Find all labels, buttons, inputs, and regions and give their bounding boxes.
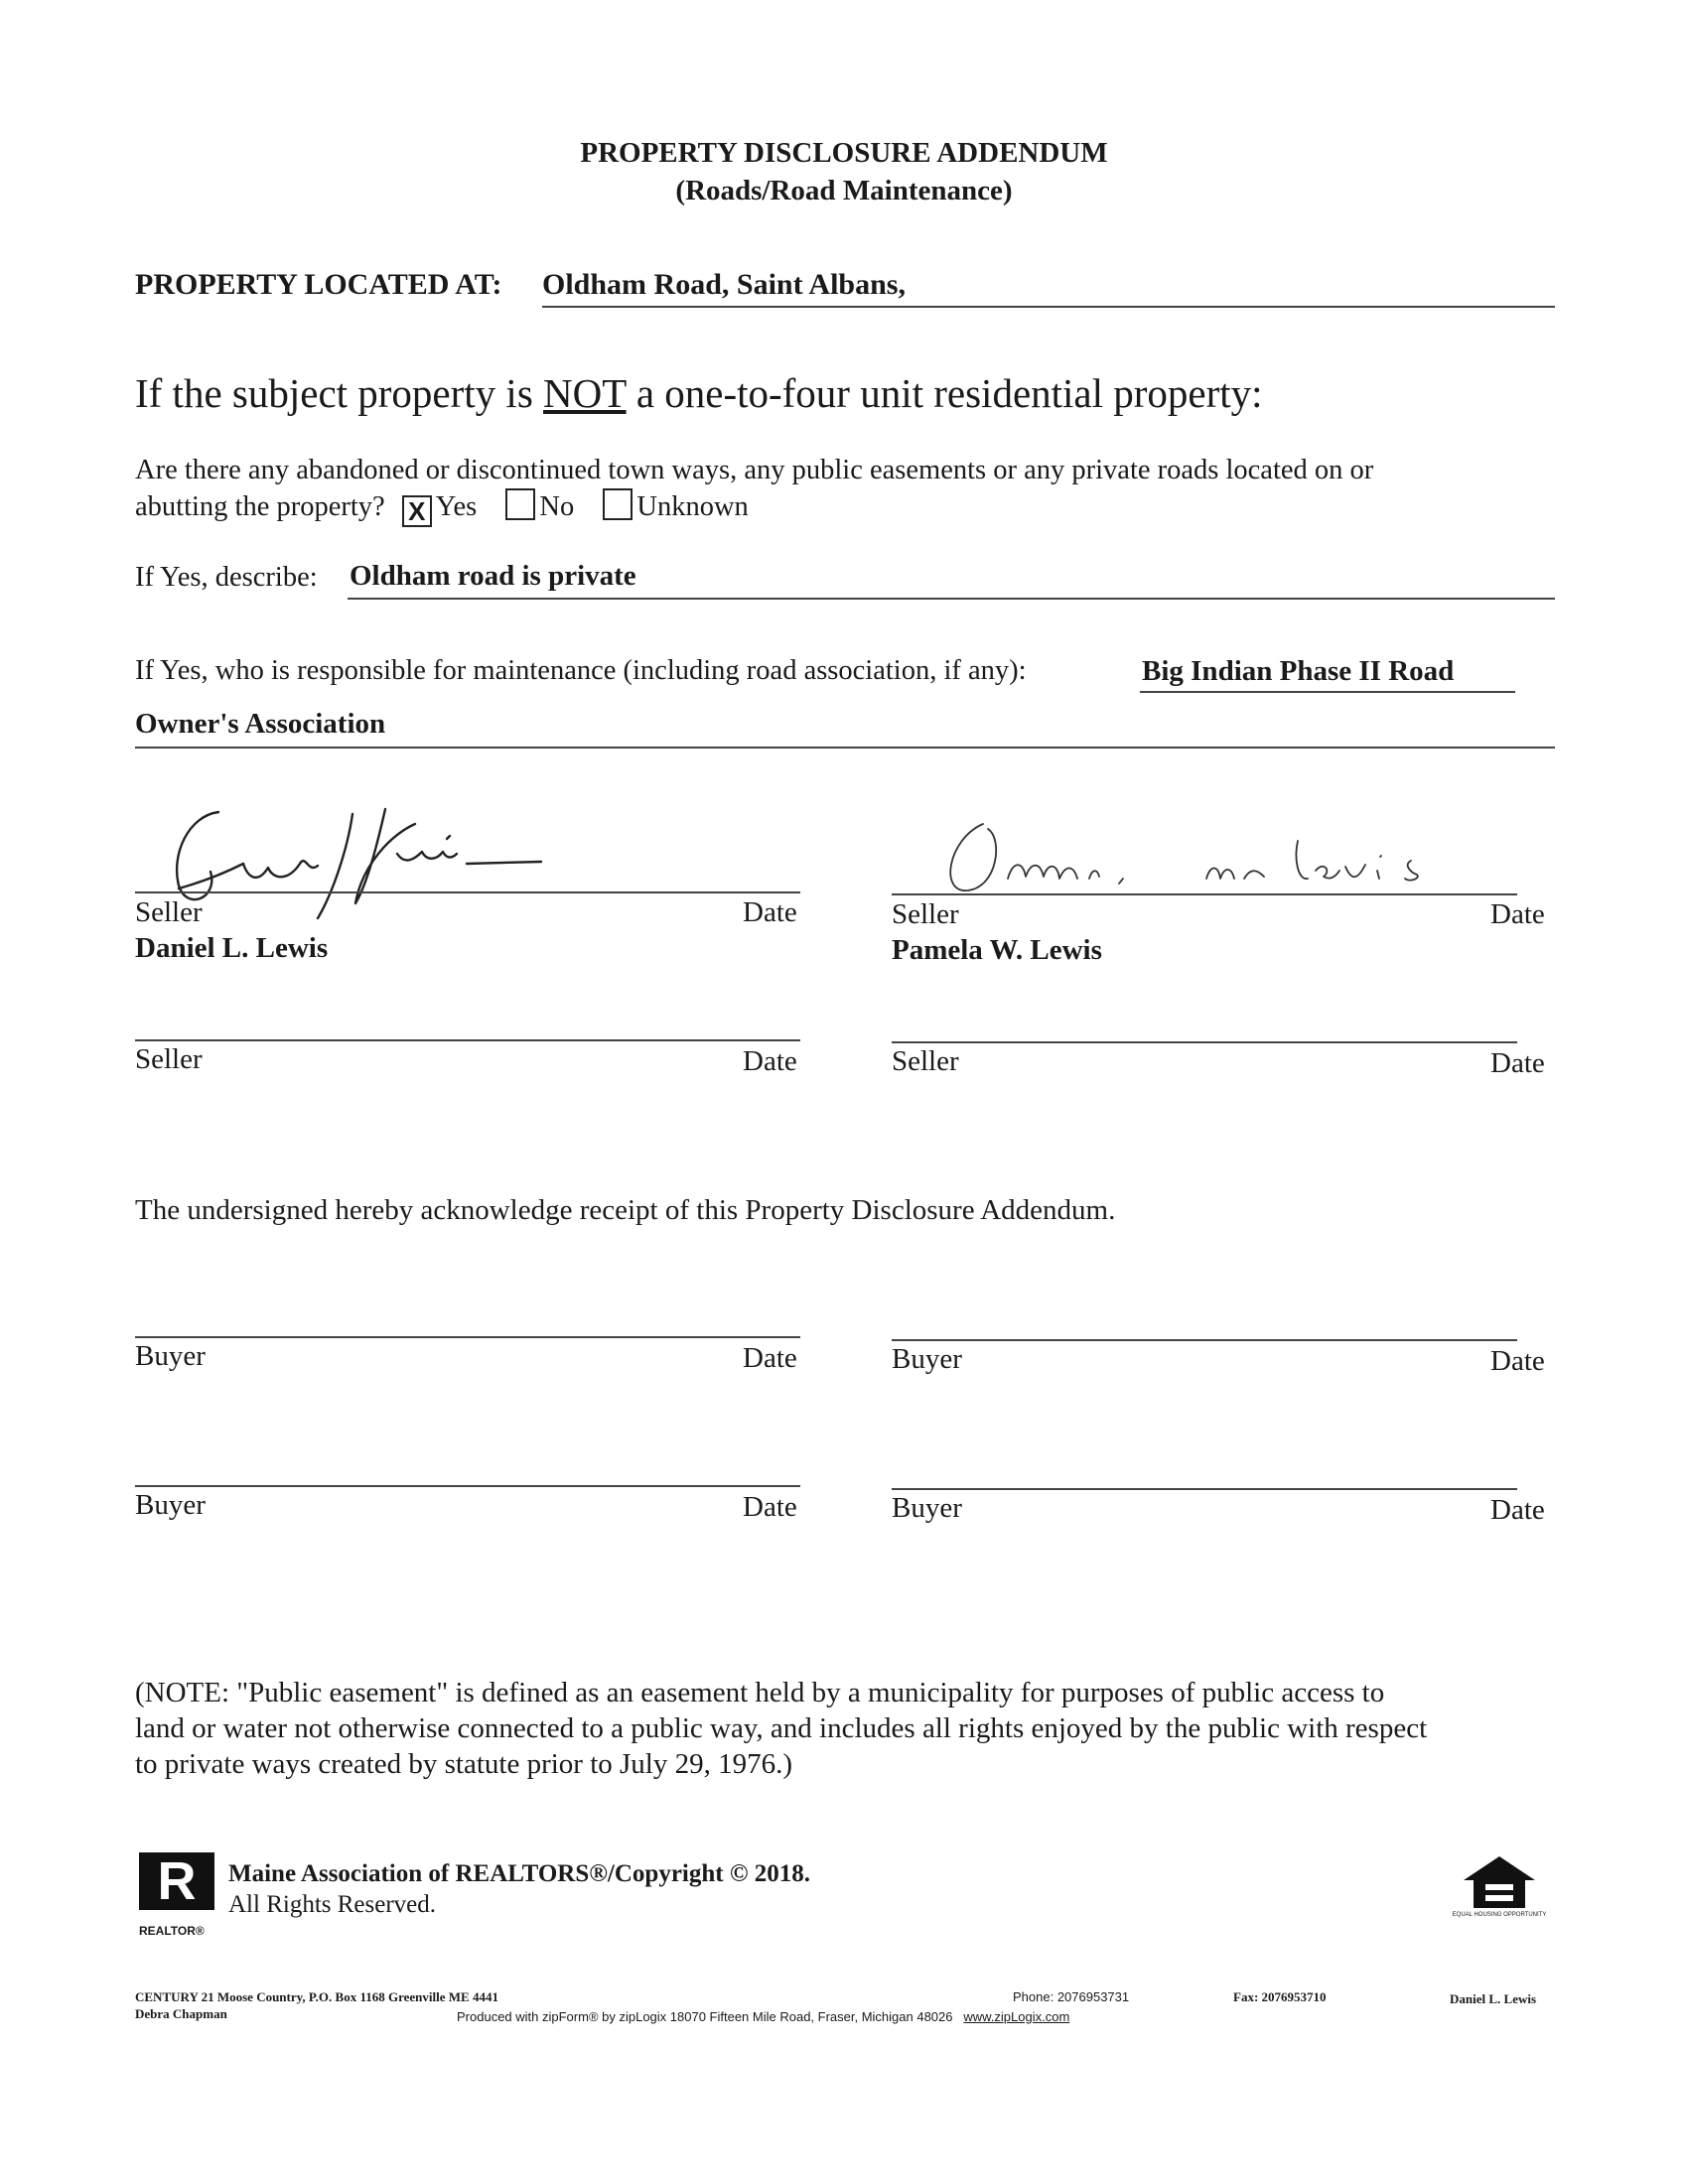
- maintenance-value-line1[interactable]: Big Indian Phase II Road: [1142, 655, 1455, 687]
- property-location-label: PROPERTY LOCATED AT:: [135, 268, 502, 301]
- seller-4-date-label: Date: [1490, 1047, 1545, 1079]
- copyright-line1: Maine Association of REALTORS®/Copyright © 2018.: [228, 1860, 811, 1887]
- buyer-1-date-label: Date: [743, 1342, 797, 1374]
- property-condition-heading: If the subject property is NOT a one-to-four unit residential property:: [135, 370, 1263, 416]
- footer-produced-with: Produced with zipForm® by zipLogix 18070 Fifteen Mile Road, Fraser, Michigan 48026 www.zipLogix.com: [457, 2009, 1070, 2024]
- footer-office: CENTURY 21 Moose Country, P.O. Box 1168 Greenville ME 4441: [135, 1989, 498, 2004]
- road-question-line2: abutting the property? X Yes No Unknown: [135, 488, 1373, 527]
- seller-3-label: Seller: [135, 1043, 203, 1075]
- footer-fax: Fax: 2076953710: [1233, 1989, 1327, 2004]
- buyer-4-signature-line[interactable]: [892, 1488, 1517, 1490]
- document-title: PROPERTY DISCLOSURE ADDENDUM: [580, 137, 1108, 169]
- describe-line: [348, 598, 1555, 600]
- document-subtitle: (Roads/Road Maintenance): [675, 175, 1013, 206]
- buyer-2-signature-line[interactable]: [892, 1339, 1517, 1341]
- signature-daniel-lewis: [149, 794, 546, 923]
- seller-2-label: Seller: [892, 898, 959, 930]
- checkbox-unknown-label: Unknown: [636, 491, 749, 522]
- realtor-logo: R: [139, 1852, 214, 1910]
- buyer-1-label: Buyer: [135, 1340, 206, 1372]
- seller-1-date-label: Date: [743, 896, 797, 928]
- buyer-4-date-label: Date: [1490, 1494, 1545, 1526]
- footer-ziplogix-link[interactable]: www.zipLogix.com: [963, 2009, 1070, 2024]
- seller-1-signature-line[interactable]: [135, 891, 800, 893]
- seller-2-signature-line[interactable]: [892, 893, 1517, 895]
- document-title-block: [0, 134, 1688, 209]
- maintenance-value-line2[interactable]: Owner's Association: [135, 708, 386, 740]
- buyer-3-label: Buyer: [135, 1489, 206, 1521]
- road-question-line1: Are there any abandoned or discontinued town ways, any public easements or any private roads located on or: [135, 455, 1374, 485]
- maintenance-label: If Yes, who is responsible for maintenance (including road association, if any):: [135, 655, 1027, 686]
- checkbox-yes-label: Yes: [435, 491, 478, 522]
- property-location-value[interactable]: Oldham Road, Saint Albans,: [542, 268, 906, 301]
- checkbox-unknown[interactable]: [603, 488, 633, 520]
- equal-housing-caption: EQUAL HOUSING OPPORTUNITY: [1452, 1912, 1547, 1918]
- seller-1-name: Daniel L. Lewis: [135, 932, 329, 964]
- buyer-3-signature-line[interactable]: [135, 1485, 800, 1487]
- seller-4-signature-line[interactable]: [892, 1041, 1517, 1043]
- buyer-2-label: Buyer: [892, 1343, 962, 1375]
- public-easement-note: (NOTE: "Public easement" is defined as an easement held by a municipality for purposes of public access to land or water not otherwise connected to a public way, and includes all rights enjoyed by the public with respect to private ways created by statute prior to July 29, 1976.): [135, 1677, 1428, 1780]
- seller-3-signature-line[interactable]: [135, 1039, 800, 1041]
- seller-1-label: Seller: [135, 896, 203, 928]
- seller-4-label: Seller: [892, 1045, 959, 1077]
- buyer-3-date-label: Date: [743, 1491, 797, 1523]
- buyer-2-date-label: Date: [1490, 1345, 1545, 1377]
- maintenance-line1: [1140, 691, 1515, 693]
- footer-phone: Phone: 2076953731: [1013, 1989, 1130, 2004]
- equal-housing-icon: [1462, 1854, 1537, 1910]
- checkbox-yes[interactable]: X: [402, 495, 432, 527]
- road-question: [135, 453, 1373, 527]
- footer-agent: Debra Chapman: [135, 2006, 227, 2021]
- signature-pamela-lewis: [928, 799, 1494, 908]
- checkbox-no[interactable]: [505, 488, 535, 520]
- buyer-1-signature-line[interactable]: [135, 1336, 800, 1338]
- describe-label: If Yes, describe:: [135, 562, 318, 593]
- checkbox-no-label: No: [539, 491, 575, 522]
- seller-2-name: Pamela W. Lewis: [892, 934, 1102, 966]
- seller-3-date-label: Date: [743, 1045, 797, 1077]
- copyright-line2: All Rights Reserved.: [228, 1891, 437, 1918]
- describe-value[interactable]: Oldham road is private: [350, 560, 636, 592]
- buyer-4-label: Buyer: [892, 1492, 962, 1524]
- acknowledge-text: The undersigned hereby acknowledge receipt of this Property Disclosure Addendum.: [135, 1194, 1116, 1226]
- property-location-line: [542, 306, 1555, 308]
- realtor-logo-caption: REALTOR®: [139, 1924, 205, 1938]
- footer-document-name: Daniel L. Lewis: [1450, 1991, 1537, 2006]
- maintenance-line2: [135, 747, 1555, 749]
- seller-2-date-label: Date: [1490, 898, 1545, 930]
